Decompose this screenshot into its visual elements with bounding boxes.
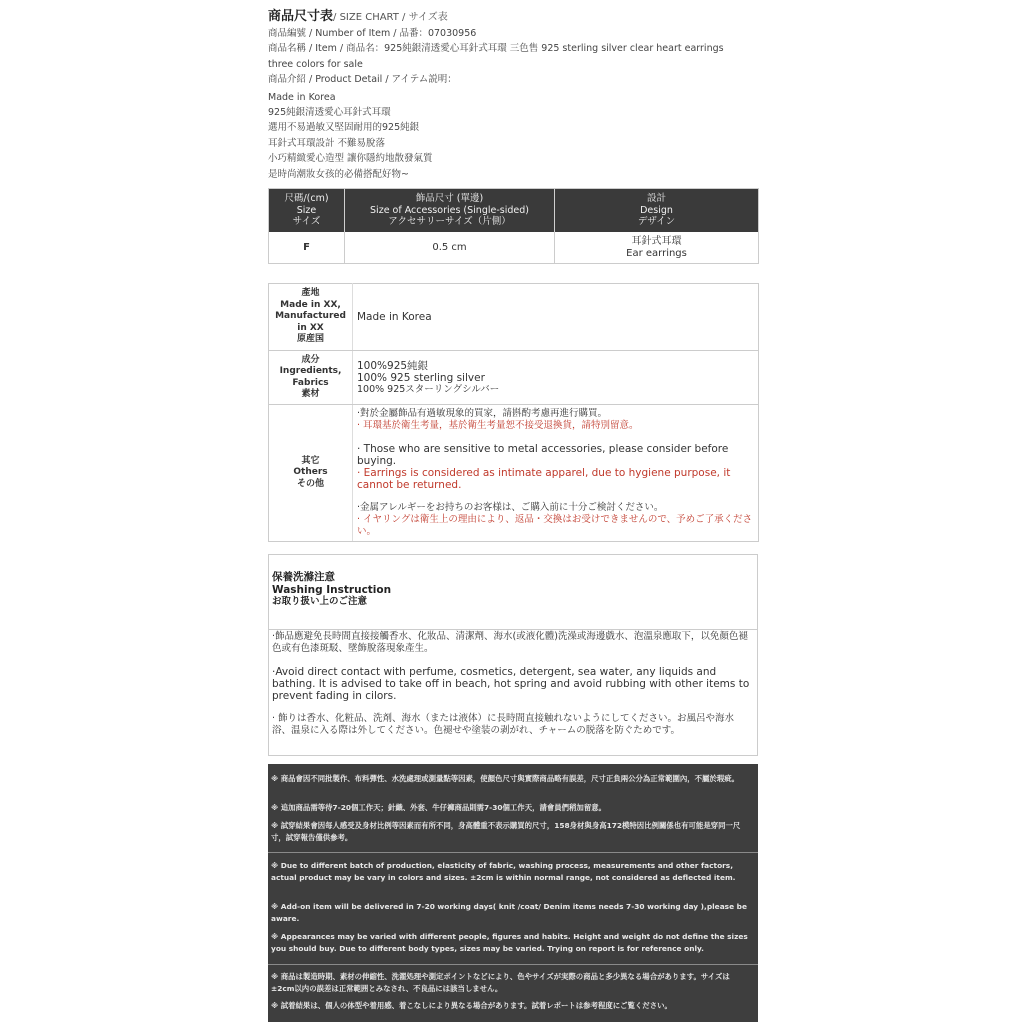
origin-value: Made in Korea (353, 284, 759, 351)
others-label: 其它 Others その他 (269, 405, 353, 542)
notice-item: ※ 追加商品需等待7-20個工作天；針織、外套、牛仔褲商品則需7-30個工作天，請會員們稍加留意。 (271, 803, 606, 812)
ingredients-row (269, 351, 759, 405)
notice-item: ※ Appearances may be varied with different people, figures and habits. Height and weight do not define the sizes you should buy. Due to different body types, sizes may be varied. Trying on report is for reference only. (271, 932, 748, 953)
title-rest: / SIZE CHART / サイズ表 (333, 12, 448, 23)
accessory-size-value: 0.5 cm (345, 232, 555, 264)
origin-label: 產地 Made in XX, Manufactured in XX 原産国 (269, 284, 353, 351)
product-info (268, 26, 758, 182)
spec-table (268, 283, 759, 542)
origin-row (269, 284, 759, 351)
title-zh: 商品尺寸表 (268, 9, 334, 24)
item-number: 商品編號 / Number of Item / 品番：07030956 (268, 28, 477, 39)
design-value: 耳針式耳環 Ear earrings (626, 235, 687, 259)
header-size: 尺碼/(cm) Size サイズ (269, 189, 345, 233)
washing-jp: · 飾りは香水、化粧品、洗剤、海水（または液体）に長時間直接触れないようにしてください。お風呂や海水浴、温泉に入る際は外してください。色褪せや塗装の剥がれ、チャームの脱落を防ぐためです。 (272, 713, 735, 736)
detail-line: 選用不易過敏又堅固耐用的925純銀 (268, 122, 420, 134)
ingredients-value: 100%925純銀 100% 925 sterling silver 100% 925スターリングシルバー (353, 351, 759, 405)
washing-en: ·Avoid direct contact with perfume, cosmetics, detergent, sea water, any liquids and bathing. It is advised to take off in beach, hot spring and avoid rubbing with other items to prevent fading in cilors. (272, 666, 750, 702)
item-name: 商品名稱 / Item / 商品名：925純銀清透愛心耳針式耳環 三色售 925 sterling silver clear heart earrings (268, 43, 724, 55)
notice-item: ※ 試着結果は、個人の体型や着用感、着こなしにより異なる場合があります。試着レポートは参考程度にご覧ください。 (271, 1001, 672, 1010)
detail-line: 耳針式耳環設計 不難易脫落 (268, 137, 386, 149)
detail-line: Made in Korea (268, 91, 336, 103)
detail-line: 925純銀清透愛心耳針式耳環 (268, 107, 391, 119)
notice-box (268, 764, 758, 1022)
size-value: F (269, 232, 345, 264)
washing-title: 保養洗滌注意 Washing Instruction お取り扱い上のご注意 (272, 571, 392, 607)
item-name-cont: three colors for sale (268, 58, 363, 70)
notice-item: ※ 商品は製造時期、素材の伸縮性、洗濯処理や測定ポイントなどにより、色やサイズが実際の商品と多少異なる場合があります。サイズは±2cm以内の誤差は正常範囲とみなされ、不良品には該当しません。 (271, 972, 730, 993)
washing-instructions (268, 554, 758, 756)
others-row (269, 405, 759, 542)
header-design: 設計 Design デザイン (555, 189, 759, 233)
detail-label: 商品介紹 / Product Detail / アイテム説明： (268, 74, 457, 86)
notice-item: ※ Due to different batch of production, elasticity of fabric, washing process, measurements and other factors, actual product may be vary in colors and sizes. ±2cm is within normal range, not considered as deflected item. (271, 861, 736, 882)
header-accessory-size: 飾品尺寸 (單邊) Size of Accessories (Single-sided) アクセサリーサイズ（片側） (345, 189, 555, 233)
notice-item: ※ 商品會因不同批製作、布料彈性、水洗處理或測量點等因素，使顏色尺寸與實際商品略有誤差，尺寸正負兩公分為正常範圍內，不屬於瑕疵。 (271, 774, 739, 783)
washing-zh: ·飾品應避免長時間直接接觸香水、化妝品、清潔劑、海水(或液化體)洗澡或海邊戲水、泡溫泉應取下，以免顏色褪色或有色漆斑駁、墜飾脫落現象產生。 (272, 631, 748, 654)
detail-line: 小巧精緻愛心造型 讓你隱約地散發氣質 (268, 153, 433, 165)
notice-item: ※ Add-on item will be delivered in 7-20 working days( knit /coat/ Denim items needs 7-30 working day ),please be aware. (271, 902, 747, 923)
ingredients-label: 成分 Ingredients, Fabrics 素材 (269, 351, 353, 405)
size-table (268, 188, 759, 264)
others-value: ·對於金屬飾品有過敏現象的買家，請斟酌考慮再進行購買。 · 耳環基於衛生考量，基於衛生考量恕不接受退換貨，請特別留意。 · Those who are sensitive to metal accessories, please consider before buying. · Earrings is considered as intimate apparel, due to hygiene purpose, it cannot be returned. ·金属アレルギーをお持ちのお客様は、ご購入前に十分ご検討ください。 · イヤリングは衛生上の理由により、返品・交換はお受けできませんので、予めご了承ください。 (353, 405, 759, 542)
page-title (268, 8, 758, 26)
table-row (269, 232, 759, 264)
size-chart-page (268, 8, 758, 1010)
size-table-header (269, 189, 759, 233)
washing-body (272, 631, 751, 748)
detail-line: 是時尚潮妝女孩的必備搭配好物~ (268, 168, 409, 180)
notice-item: ※ 試穿結果會因每人感受及身材比例等因素而有所不同，身高體重不表示購買的尺寸，158身材與身高172模特因比例關係也有可能是穿同一尺寸，試穿報告僅供參考。 (271, 821, 741, 842)
